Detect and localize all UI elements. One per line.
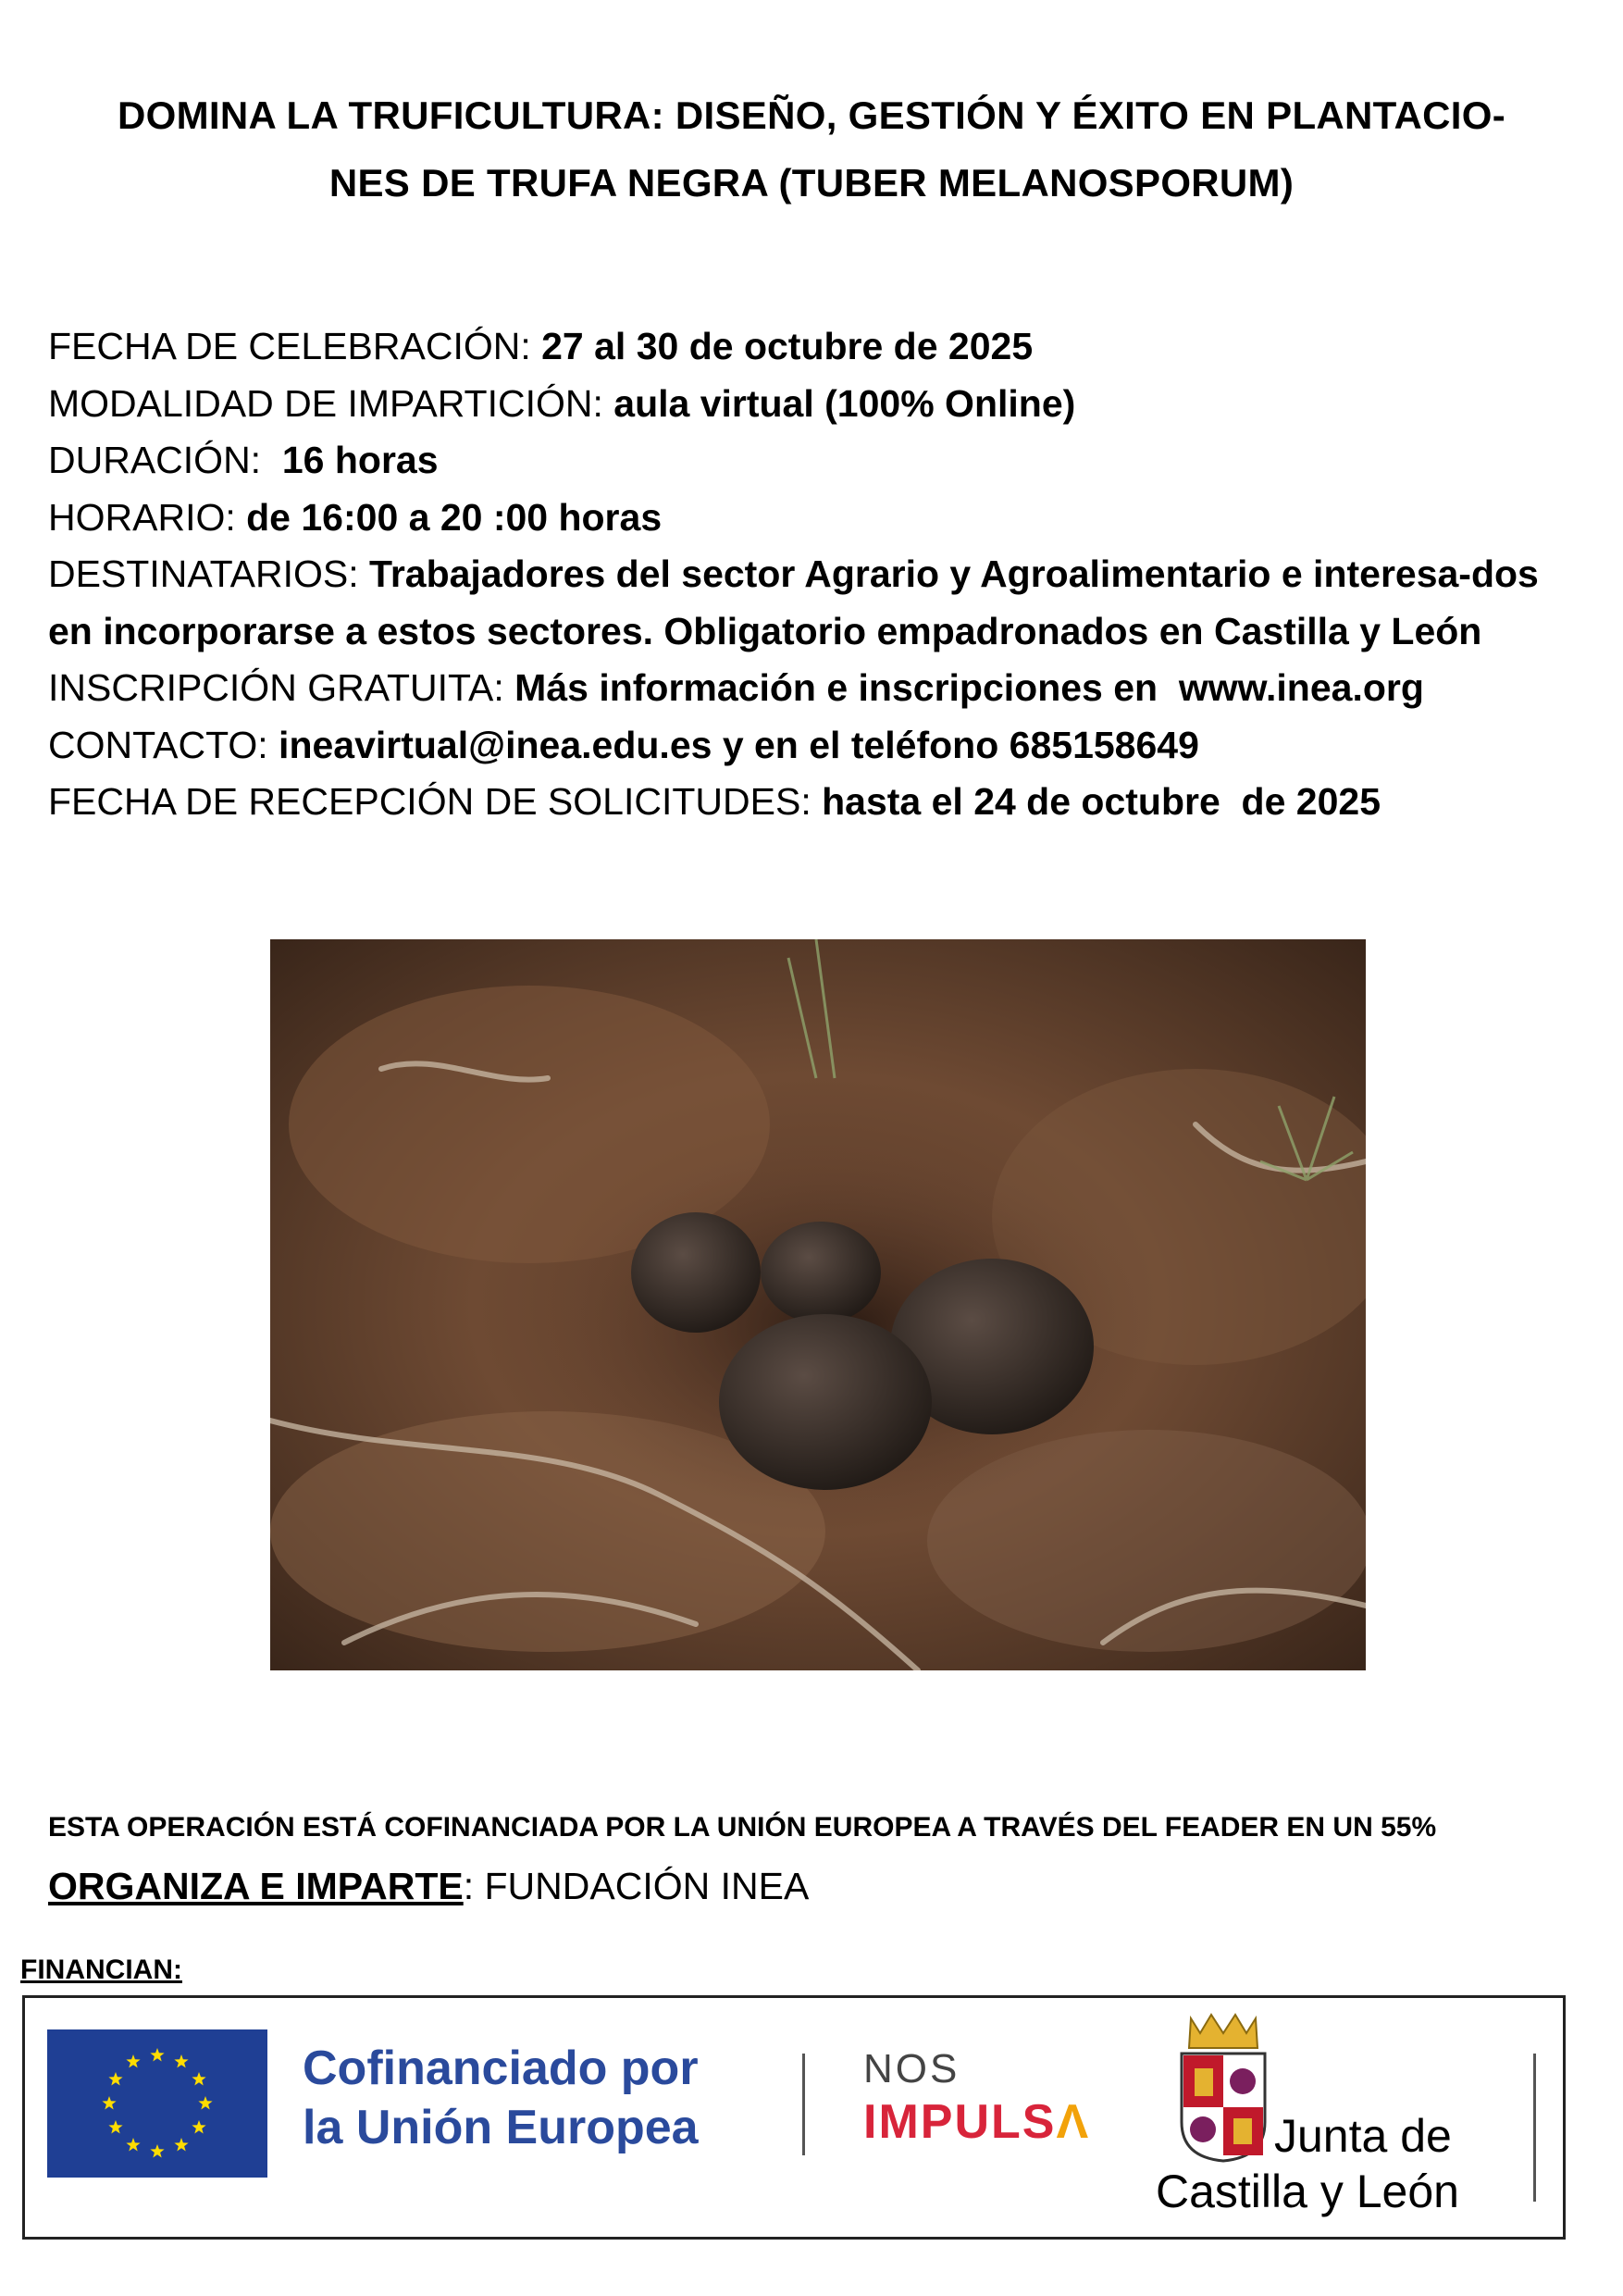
eu-cofinanciado-text: [303, 2039, 699, 2157]
cofinanciacion-note: ESTA OPERACIÓN ESTÁ COFINANCIADA POR LA UNIÓN EUROPEA A TRAVÉS DEL FEADER EN UN 55%: [48, 1812, 1437, 1843]
funders-logo-strip: [22, 1995, 1566, 2240]
impulsa-lambda: Λ: [1056, 2095, 1091, 2149]
destinatarios-value: Trabajadores del sector Agrario y Agroalimentario e interesa-dos en incorporarse a estos sectores. Obligatorio empadronados en Castilla y León: [48, 552, 1539, 652]
recepcion-value: hasta el 24 de octubre de 2025: [822, 780, 1381, 823]
inscripcion-row: [48, 660, 1584, 717]
junta-text-line-1: Junta de: [1274, 2110, 1452, 2162]
modalidad-value: aula virtual (100% Online): [613, 381, 1076, 425]
logo-divider-right: [1533, 2054, 1536, 2202]
junta-text-line-2: Castilla y León: [1156, 2166, 1459, 2217]
modalidad-label: MODALIDAD DE IMPARTICIÓN:: [48, 381, 614, 425]
fecha-label: FECHA DE CELEBRACIÓN:: [48, 325, 542, 367]
organiza-label: ORGANIZA E IMPARTE: [48, 1865, 464, 1907]
contacto-row: [48, 717, 1584, 775]
modalidad-row: [48, 376, 1584, 433]
recepcion-row: [48, 774, 1584, 831]
horario-label: HORARIO:: [48, 495, 247, 539]
financian-heading: FINANCIAN:: [20, 1955, 182, 1985]
contacto-value: ineavirtual@inea.edu.es y en el teléfono 685158649: [279, 723, 1199, 766]
organiza-value: : FUNDACIÓN INEA: [463, 1865, 810, 1907]
recepcion-label: FECHA DE RECEPCIÓN DE SOLICITUDES:: [48, 780, 823, 823]
eu-flag-icon: [47, 2029, 267, 2178]
castilla-leon-shield-icon: [1172, 2011, 1274, 2163]
duracion-label: DURACIÓN:: [48, 439, 282, 481]
duracion-row: [48, 432, 1584, 490]
title-line-2: NES DE TRUFA NEGRA (TUBER MELANOSPORUM): [328, 161, 1295, 205]
duracion-value: 16 horas: [281, 439, 439, 481]
contacto-label: CONTACTO:: [48, 723, 279, 766]
horario-row: [48, 490, 1584, 547]
inscripcion-label: INSCRIPCIÓN GRATUITA:: [48, 666, 515, 709]
nos-impulsa-logo: [863, 2094, 1090, 2150]
organiza-line: [48, 1865, 809, 1908]
fecha-row: [48, 318, 1584, 376]
logo-divider: [802, 2054, 805, 2155]
course-details: [48, 318, 1584, 831]
fecha-value: 27 al 30 de octubre de 2025: [541, 325, 1034, 367]
nos-impulsa-nos: NOS: [863, 2046, 960, 2091]
destinatarios-label: DESTINATARIOS:: [48, 552, 370, 595]
eu-text-line-2: la Unión Europea: [303, 2101, 699, 2154]
impulsa-text: IMPULS: [863, 2095, 1057, 2149]
poster-title: [37, 81, 1586, 217]
destinatarios-row: [48, 546, 1584, 660]
horario-value: de 16:00 a 20 :00 horas: [246, 495, 663, 539]
inscripcion-value: Más información e inscripciones en www.inea.org: [514, 666, 1424, 709]
title-line-1: DOMINA LA TRUFICULTURA: DISEÑO, GESTIÓN Y ÉXITO EN PLANTACIO-: [118, 93, 1505, 137]
eu-text-line-1: Cofinanciado por: [303, 2042, 699, 2095]
truffle-photo: [270, 939, 1366, 1670]
